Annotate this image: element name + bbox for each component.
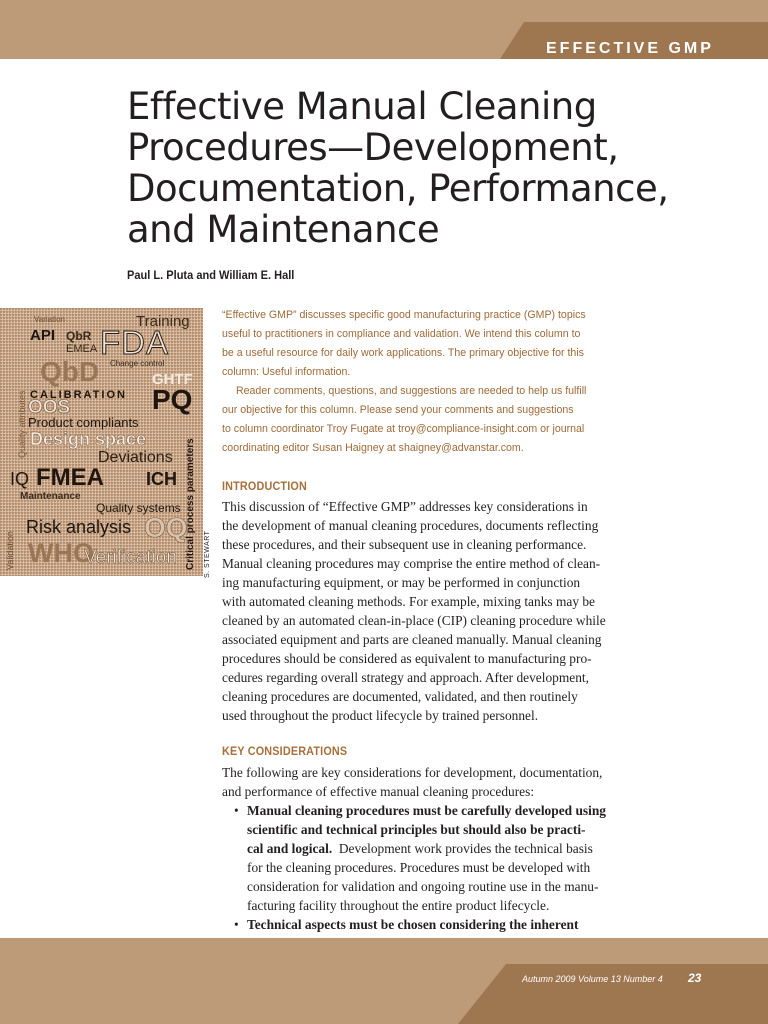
collage-word: Training [136,313,190,330]
collage-word: IQ [10,469,30,489]
bullet-line: consideration for validation and ongoing routine use in the manu- [247,879,599,894]
body-line: associated equipment and parts are cleaned manually. Manual cleaning [222,632,602,647]
note-line: column: Useful information. [222,366,351,378]
body-line: and performance of effective manual cleaning procedures: [222,784,535,799]
collage-word: Change control [110,359,165,368]
introduction-heading: INTRODUCTION [222,479,307,493]
note-line: to column coordinator Troy Fugate at troy@compliance-insight.com or journal [222,423,585,435]
body-line: with automated cleaning methods. For example, mixing tanks may be [222,594,595,609]
collage-word: Validation [5,531,15,570]
collage-word: Variation [34,315,65,324]
illustration-credit: S. STEWART [204,530,211,578]
bullet-bold-text: Manual cleaning procedures must be carefully developed using [247,803,606,818]
section-label: EFFECTIVE GMP [546,40,714,57]
column-intro-note [222,306,662,458]
title-line: Procedures—Development, [127,126,619,169]
issue-info: Autumn 2009 Volume 13 Number 4 [522,974,663,984]
body-line: the development of manual cleaning procedures, documents reflecting [222,518,599,533]
body-line: procedures should be considered as equivalent to manufacturing pro- [222,651,592,666]
bullet-line [247,915,654,934]
footer-band-accent [458,964,768,1024]
collage-word: WHO [28,538,94,568]
bullet-bold-text: scientific and technical principles but should also be practi- [247,822,586,837]
collage-word: CALIBRATION [30,389,127,401]
body-line: cleaned by an automated clean-in-place (CIP) cleaning procedure while [222,613,606,628]
note-line: “Effective GMP” discusses specific good manufacturing practice (GMP) topics [222,309,586,321]
bullet-text: Development work provides the technical basis [332,841,593,856]
collage-word: Risk analysis [26,517,132,537]
byline: Paul L. Pluta and William E. Hall [127,268,295,282]
collage-word: Quality attributes [17,390,27,458]
bullet-line [247,801,654,820]
collage-word: Quality systems [96,501,181,515]
gmp-word-collage-image [0,308,203,576]
body-line: cleaning procedures are documented, validated, and then routinely [222,689,578,704]
bullet-bold-text: Technical aspects must be chosen considering the inherent [247,917,579,932]
body-line: This discussion of “Effective GMP” addresses key considerations in [222,499,588,514]
collage-word: Product compliants [28,415,139,430]
collage-word: PQ [152,384,193,415]
collage-word: GHTF [152,371,193,388]
bullet-dot: • [234,803,239,818]
bullet-dot: • [234,917,239,932]
body-line: these procedures, and their subsequent use in cleaning performance. [222,537,587,552]
bullet-line [247,820,654,839]
collage-word: QbD [40,356,100,387]
collage-word: OOS [28,397,71,418]
title-line: Documentation, Performance, [127,167,669,210]
introduction-body [222,497,652,725]
collage-word: FDA [100,324,169,361]
note-paragraph [222,306,662,382]
title-line: and Maintenance [127,208,440,251]
collage-word: FMEA [36,464,104,491]
body-line: The following are key considerations for development, documentation, [222,765,603,780]
title-line: Effective Manual Cleaning [127,85,597,128]
key-considerations-heading: KEY CONSIDERATIONS [222,744,348,758]
collage-word: OQ [144,512,188,543]
bullet-bold-text: cal and logical. [247,841,333,856]
collage-word: API [30,327,56,344]
note-line: our objective for this column. Please send your comments and suggestions [222,404,574,416]
note-line: Reader comments, questions, and suggestions are needed to help us fulfill [236,385,587,397]
body-line: Manual cleaning procedures may comprise the entire method of clean- [222,556,601,571]
collage-word: QbR [66,329,92,343]
bullet-line [247,839,654,858]
collage-word: Maintenance [20,491,81,502]
body-line: cedures regarding overall strategy and approach. After development, [222,670,589,685]
list-item [234,801,654,915]
body-line: used throughout the product lifecycle by trained personnel. [222,708,539,723]
note-line: be a useful resource for daily work applications. The primary objective for this [222,347,584,359]
body-line: ing manufacturing equipment, or may be performed in conjunction [222,575,581,590]
bullet-line: for the cleaning procedures. Procedures must be developed with [247,860,591,875]
article-title [127,86,747,250]
collage-word: EMEA [66,343,98,355]
key-considerations-list [234,801,654,953]
collage-word: Design space [30,429,147,449]
collage-word: Critical process parameters [185,438,196,570]
collage-word: Deviations [98,449,173,466]
note-paragraph [222,382,662,458]
key-considerations-intro [222,763,652,801]
page-number: 23 [688,971,702,985]
note-line: coordinating editor Susan Haigney at shaigney@advanstar.com. [222,442,524,454]
bullet-line: facturing facility throughout the entire product lifecycle. [247,898,550,913]
collage-word: Verification [84,547,177,568]
note-line: useful to practitioners in compliance and validation. We intend this column to [222,328,581,340]
collage-word: ICH [146,469,177,489]
